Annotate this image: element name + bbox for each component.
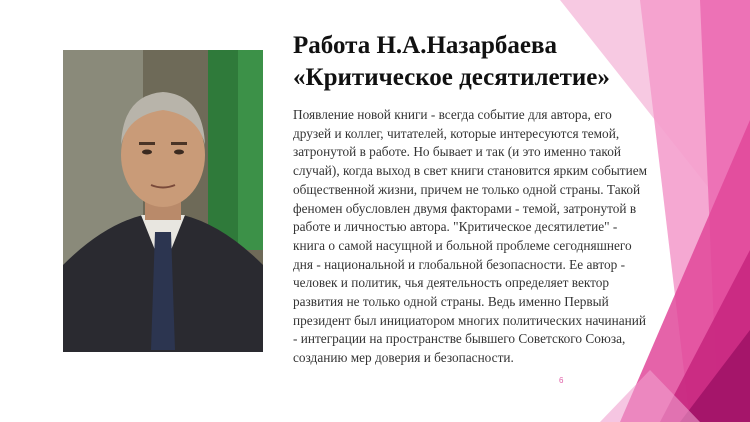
body-line: дня - национальной и глобальной безопасности. Ее автор -	[293, 256, 626, 272]
page-number: 6	[559, 376, 564, 385]
body-paragraph	[293, 106, 673, 368]
body-line: работе и личностью автора. "Критическое десятилетие" -	[293, 219, 618, 235]
body-line: президент был инициатором многих политических начинаний	[293, 312, 646, 328]
portrait-photo	[63, 50, 263, 352]
body-line: книга о самой насущной и больной проблеме сегодняшнего	[293, 237, 632, 253]
body-line: развития не только одной страны. Ведь именно Первый	[293, 294, 609, 310]
body-line: созданию мер доверия и безопасности.	[293, 350, 514, 366]
body-line: Появление новой книги - всегда событие для автора, его	[293, 107, 612, 122]
body-line: - интеграции на пространстве бывшего Советского Союза,	[293, 331, 626, 347]
body-line: общественной жизни, причем не только одной страны. Такой	[293, 181, 641, 197]
body-line: случай), когда выход в свет книги становится ярким событием	[293, 163, 648, 179]
title-line-1: Работа Н.А.Назарбаева	[293, 32, 557, 59]
title-line-2: «Критическое десятилетие»	[293, 64, 610, 91]
body-line: человек и политик, чья деятельность определяет вектор	[293, 275, 610, 291]
body-line: феномен обусловлен двумя факторами - темой, затронутой в	[293, 200, 637, 216]
body-line: друзей и коллег, читателей, которые интересуются темой,	[293, 125, 620, 141]
body-line: затронутой в работе. Но бывает и так (и это именно такой	[293, 144, 621, 160]
slide-title	[293, 30, 653, 94]
